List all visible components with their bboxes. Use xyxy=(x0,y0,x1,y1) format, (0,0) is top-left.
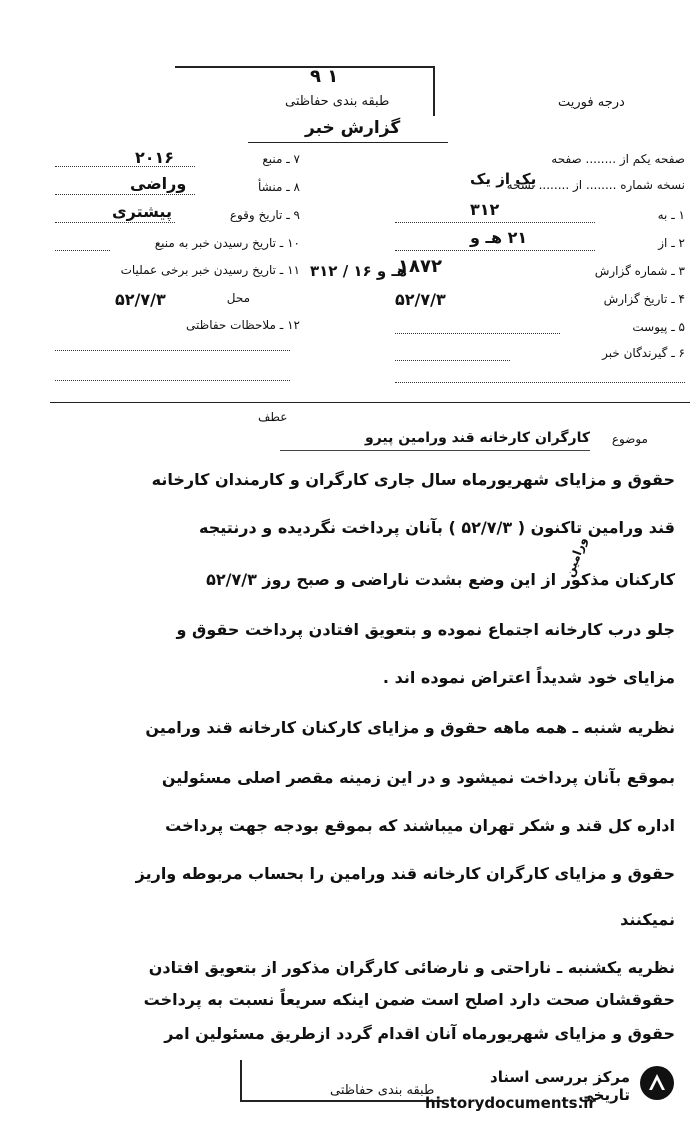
subject-label: موضوع xyxy=(611,432,648,446)
classification-bottom: طبقه بندی حفاظتی xyxy=(330,1083,435,1098)
copy-line: نسخه شماره ........ از ........ نسخه xyxy=(506,178,685,192)
subject-note: عطف xyxy=(258,410,288,424)
paragraph-line-6: نظریه شنبه ـ همه ماهه حقوق و مزایای کارکنان کارخانه قند ورامین xyxy=(145,718,675,737)
copy-handwriting: یک از یک xyxy=(470,170,537,188)
right-field-1: ۱ ـ به xyxy=(657,208,685,222)
left-field-8: ۸ ـ منشأ xyxy=(257,180,300,194)
logo-icon xyxy=(640,1066,674,1100)
top-stamp-marks: ۹ ۱ xyxy=(310,66,339,87)
left-field-8-value: وراضی xyxy=(130,174,187,193)
subject-underline xyxy=(280,450,590,451)
left-field-10: ۱۰ ـ تاریخ رسیدن خبر به منبع xyxy=(154,236,300,250)
left-location-value: ۵۲/۷/۳ xyxy=(115,290,166,309)
paragraph-line-13: حقوق و مزایای شهریورماه آنان اقدام گردد ازطریق مسئولین امر xyxy=(164,1024,675,1043)
priority-label: درجه فوریت xyxy=(558,95,625,110)
section-divider xyxy=(50,402,690,403)
page-line: صفحه یکم از ........ صفحه xyxy=(551,152,685,166)
left-field-9-value: پیشتری xyxy=(112,202,172,221)
right-field-1-value: ۳۱۲ xyxy=(470,200,500,219)
brand-url: historydocuments.ir xyxy=(425,1094,596,1112)
paragraph-line-7: بموقع بآنان پرداخت نمیشود و در این زمینه مقصر اصلی مسئولین xyxy=(161,768,675,787)
left-field-12: ۱۲ ـ ملاحظات حفاظتی xyxy=(186,318,300,332)
paragraph-line-5: مزایای خود شدیداً اعتراض نموده اند . xyxy=(382,668,675,687)
paragraph-line-9: حقوق و مزایای کارگران کارخانه قند ورامین را بحساب مربوطه واریز xyxy=(135,864,675,883)
right-field-2-hand: ۲۱ هـ و xyxy=(470,228,528,247)
right-field-6: ۶ ـ گیرندگان خبر xyxy=(602,346,685,360)
paragraph-line-10: نمیکنند xyxy=(620,910,675,929)
paragraph-line-12: حقوقشان صحت دارد اصلح است ضمن اینکه سریعاً نسبت به پرداخت xyxy=(143,990,675,1009)
subject-text: کارگران کارخانه قند ورامین پیرو xyxy=(365,430,590,446)
classification-top: طبقه بندی حفاظتی xyxy=(285,94,390,109)
marginal-note: ورامین xyxy=(562,535,590,579)
left-location-label: محل xyxy=(226,291,250,305)
right-field-5: ۵ ـ پیوست xyxy=(632,320,685,334)
paragraph-line-8: اداره کل قند و شکر تهران میباشند که بموقع بودجه جهت پرداخت xyxy=(165,816,675,835)
right-field-2: ۲ ـ از xyxy=(658,236,685,250)
left-field-11: ۱۱ ـ تاریخ رسیدن خبر برخی عملیات xyxy=(120,263,300,277)
left-field-7-value: ۲۰۱۶ xyxy=(135,148,175,167)
paragraph-line-3: کارکنان مذکور از این وضع بشدت ناراضی و صبح روز ۵۲/۷/۳ xyxy=(206,570,675,589)
paragraph-line-2: قند ورامین تاکنون ( ۵۲/۷/۳ ) بآنان پرداخت نگردیده و درنتیجه xyxy=(199,518,675,537)
paragraph-line-1: حقوق و مزایای شهریورماه سال جاری کارگران و کارمندان کارخانه xyxy=(151,470,675,489)
right-field-3-value: ۱۸۷۲ xyxy=(398,256,442,277)
paragraph-line-4: جلو درب کارخانه اجتماع نموده و بتعویق افتادن پرداخت حقوق و xyxy=(176,620,675,639)
paragraph-line-11: نظریه یکشنبه ـ ناراحتی و نارضائی کارگران مذکور از بتعویق افتادن xyxy=(148,958,675,977)
top-divider xyxy=(248,142,448,143)
right-field-4: ۴ ـ تاریخ گزارش xyxy=(603,292,685,306)
brand-name: مرکز بررسی اسناد تاریخی xyxy=(490,1068,630,1104)
left-field-9: ۹ ـ تاریخ وقوع xyxy=(229,208,300,222)
left-field-11-value: ۳۱۲ / ۱۶ هـ و xyxy=(310,262,407,280)
right-field-3: ۳ ـ شماره گزارش xyxy=(594,264,685,278)
report-title: گزارش خبر xyxy=(305,118,401,138)
left-field-7: ۷ ـ منبع xyxy=(262,152,300,166)
right-field-4-value: ۵۲/۷/۳ xyxy=(395,290,446,309)
